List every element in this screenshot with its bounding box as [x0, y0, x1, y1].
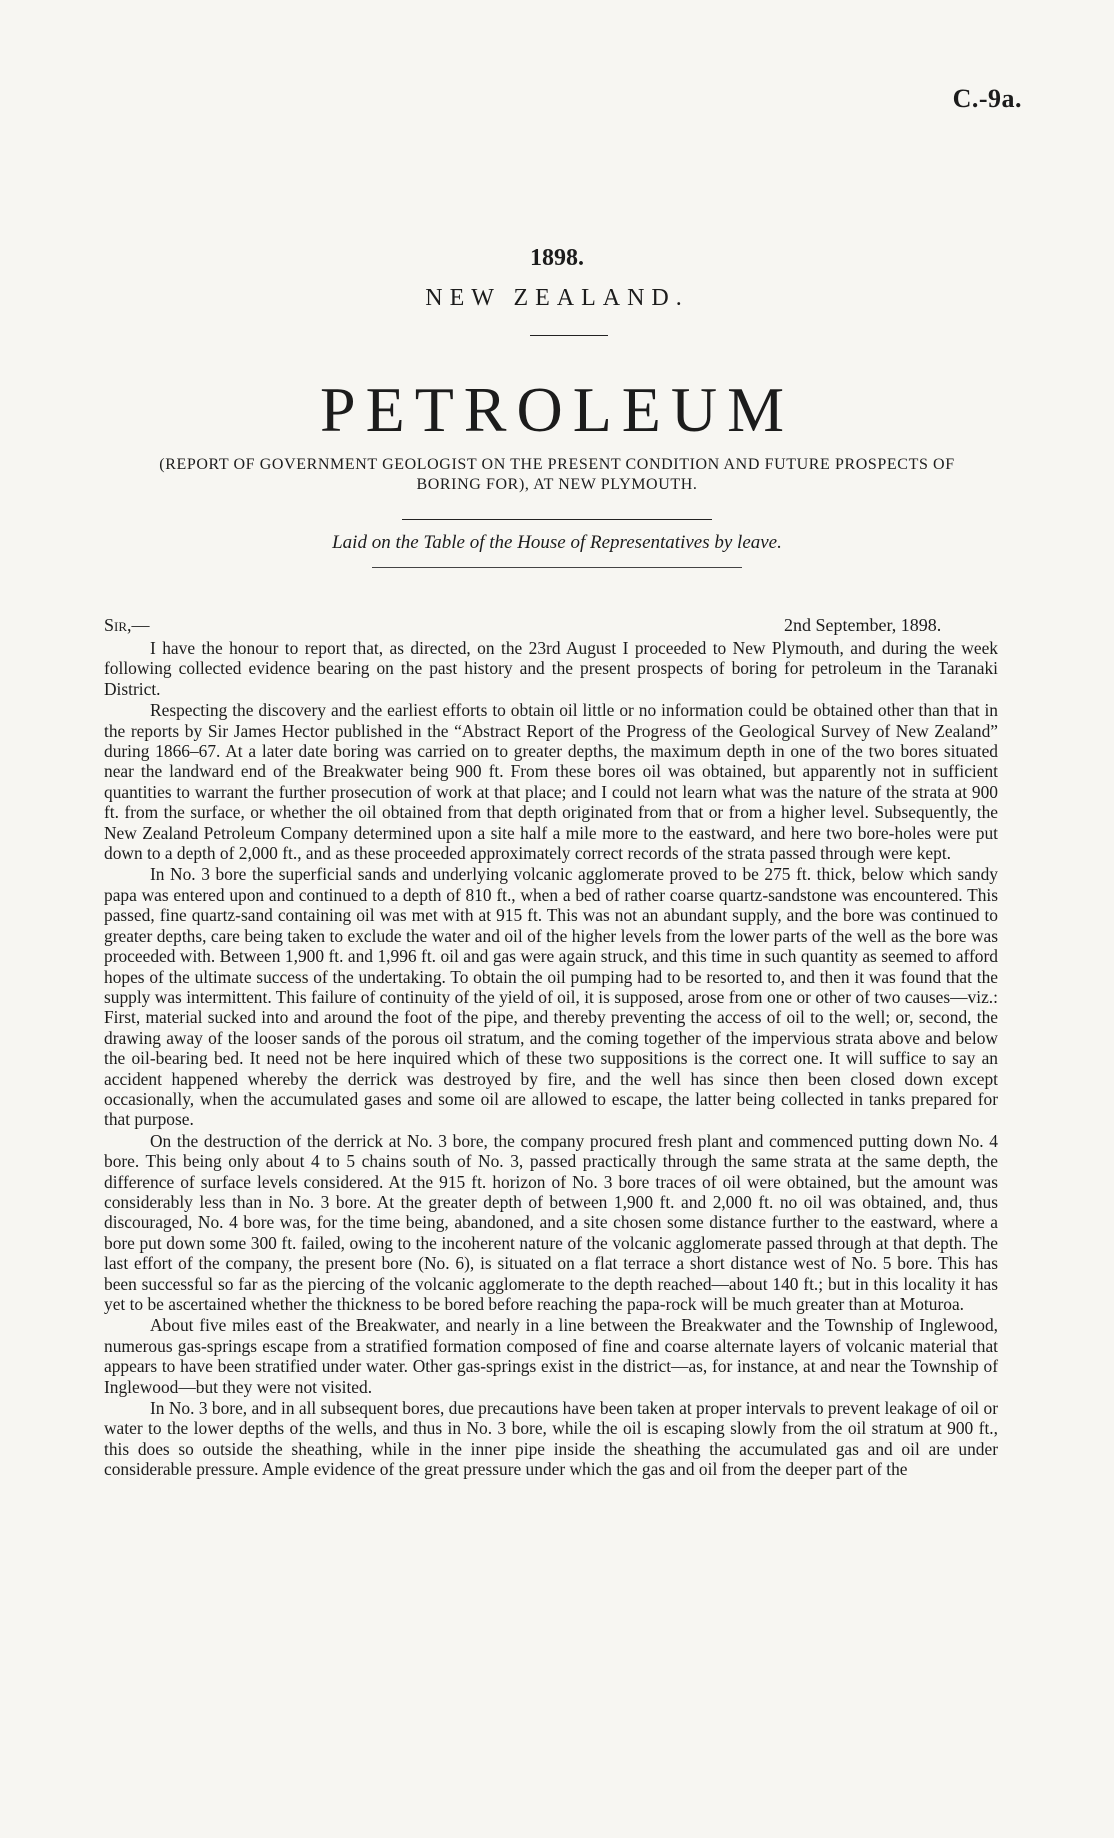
- paragraph: About five miles east of the Breakwater, and nearly in a line between the Breakwater and the Township of Inglewood, numerous gas-springs escape from a stratified formation composed of fine and coarse alternate layers of volcanic material that appears to have been stratified under water. Other gas-springs exist in the district—as, for instance, at and near the Township of Inglewood—but they were not visited.: [104, 1315, 998, 1397]
- paragraph: In No. 3 bore, and in all subsequent bores, due precautions have been taken at proper intervals to prevent leakage of oil or water to the lower depths of the wells, and thus in No. 3 bore, while the oil is escaping slowly from the oil stratum at 900 ft., this does so outside the sheathing, while in the inner pipe inside the sheathing the accumulated gas and oil are under considerable pressure. Ample evidence of the great pressure under which the gas and oil from the deeper part of the: [104, 1398, 998, 1480]
- divider-rule: [402, 519, 712, 520]
- document-subtitle: (REPORT OF GOVERNMENT GEOLOGIST ON THE PRESENT CONDITION AND FUTURE PROSPECTS OF BORING FOR), AT NEW PLYMOUTH.: [159, 456, 955, 493]
- letter-body: [104, 638, 998, 1481]
- show-through-text: [130, 118, 134, 138]
- divider-rule: [530, 335, 608, 336]
- paragraph: In No. 3 bore the superficial sands and underlying volcanic agglomerate proved to be 275 ft. thick, below which sandy papa was entered upon and continued to a depth of 810 ft., when a bed of rather coarse quartz-sandstone was encountered. This passed, fine quartz-sand containing oil was met with at 915 ft. This was not an abundant supply, and the bore was continued to greater depths, care being taken to exclude the water and oil of the higher levels from the lower parts of the well as the bore was proceeded with. Between 1,900 ft. and 1,996 ft. oil and gas were again struck, and this time in such quantity as seemed to afford hopes of the ultimate success of the undertaking. To obtain the oil pumping had to be resorted to, and then it was found that the supply was intermittent. This failure of continuity of the yield of oil, it is supposed, arose from one or other of two causes—viz.: First, material sucked into and around the foot of the pipe, and thereby preventing the access of oil to the well; or, second, the drawing away of the looser sands of the porous oil stratum, and the coming together of the impervious strata above and below the oil-bearing bed. It need not be here inquired which of these two suppositions is the correct one. It will suffice to say an accident happened whereby the derrick was destroyed by fire, and the well has since then been closed down except occasionally, when the accumulated gases and some oil are allowed to escape, the latter being collected in tanks prepared for that purpose.: [104, 864, 998, 1130]
- session-year: 1898.: [530, 245, 584, 271]
- paper-code: C.-9a.: [952, 84, 1022, 113]
- paragraph: On the destruction of the derrick at No. 3 bore, the company procured fresh plant and commenced putting down No. 4 bore. This being only about 4 to 5 chains south of No. 3, passed practically through the same strata at the same depth, the difference of surface levels considered. At the 915 ft. horizon of No. 3 bore traces of oil were obtained, but the amount was considerably less than in No. 3 bore. At the greater depth of between 1,900 ft. and 2,000 ft. no oil was obtained, and, thus discouraged, No. 4 bore was, for the time being, abandoned, and a site chosen some distance further to the eastward, where a bore put down some 300 ft. failed, owing to the incoherent nature of the volcanic agglomerate passed through at that depth. The last effort of the company, the present bore (No. 6), is situated on a flat terrace a short distance west of No. 5 bore. This has been successful so far as the piercing of the volcanic agglomerate to the depth reached—about 140 ft.; but in this locality it has yet to be ascertained whether the thickness to be bored before reaching the papa-rock will be much greater than at Moturoa.: [104, 1130, 998, 1314]
- salutation: Sir,—: [104, 615, 150, 635]
- document-title: PETROLEUM: [320, 374, 794, 445]
- laid-on-table-notice: Laid on the Table of the House of Representatives by leave.: [332, 532, 782, 553]
- letter-date: 2nd September, 1898.: [784, 615, 942, 635]
- country-heading: NEW ZEALAND.: [425, 285, 689, 311]
- divider-rule: [372, 567, 742, 568]
- paragraph: Respecting the discovery and the earliest efforts to obtain oil little or no information could be obtained other than that in the reports by Sir James Hector published in the “Abstract Report of the Progress of the Geological Survey of New Zealand” during 1866–67. At a later date boring was carried on to greater depths, the maximum depth in one of the two bores situated near the landward end of the Breakwater being 900 ft. From these bores oil was obtained, but apparently not in sufficient quantities to warrant the further prosecution of work at that place; and I could not learn what was the nature of the strata at 900 ft. from the surface, or whether the oil obtained from that depth originated from that or from a higher level. Subsequently, the New Zealand Petroleum Company determined upon a site half a mile more to the eastward, and here two bore-holes were put down to a depth of 2,000 ft., and as these proceeded approximately correct records of the strata passed through were kept.: [104, 700, 998, 864]
- paragraph: I have the honour to report that, as directed, on the 23rd August I proceeded to New Plymouth, and during the week following collected evidence bearing on the past history and the present prospects of boring for petroleum in the Taranaki District.: [104, 638, 998, 699]
